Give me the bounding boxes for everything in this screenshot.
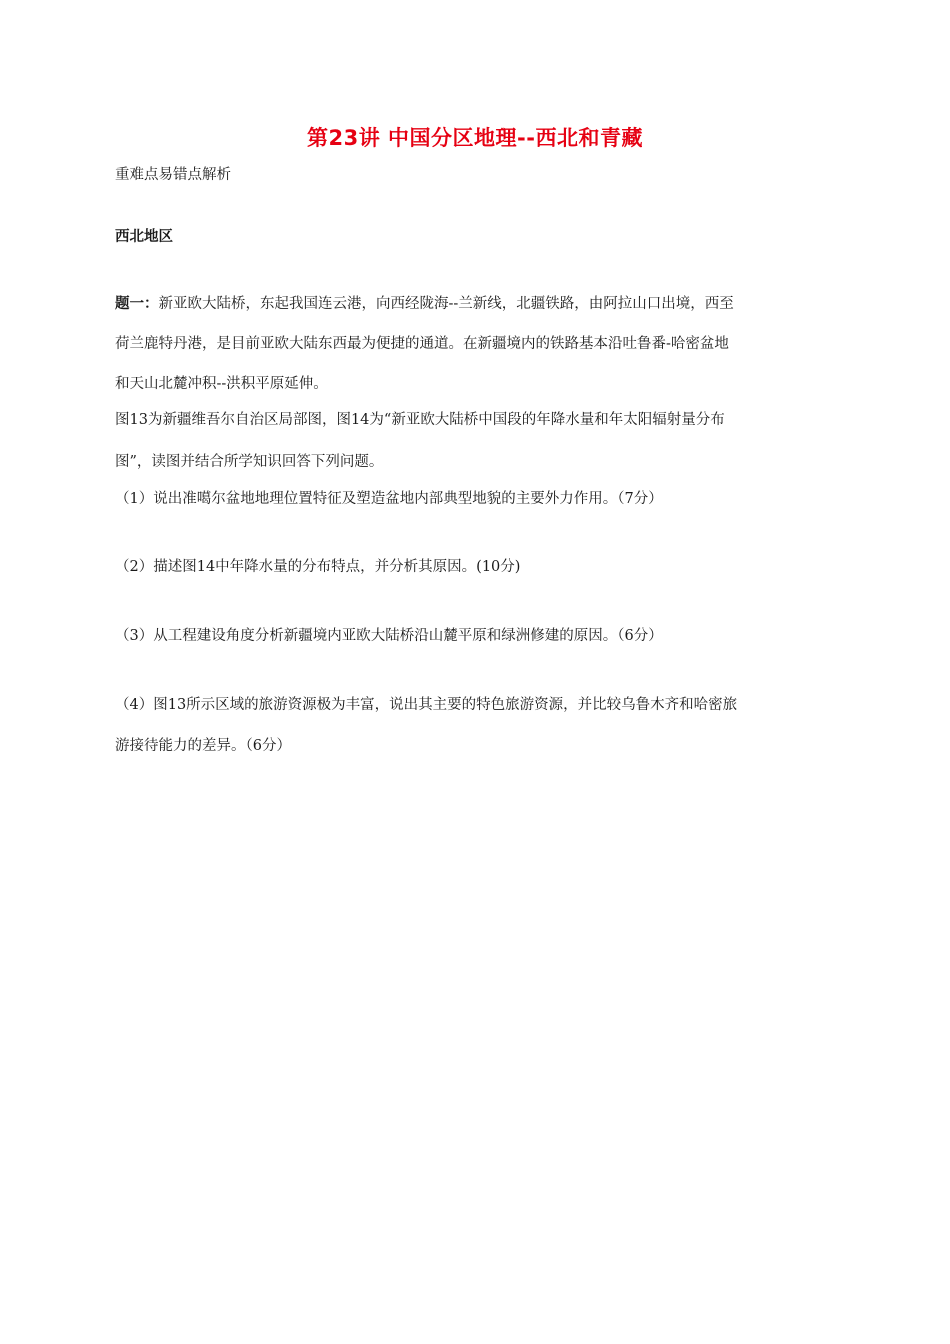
- question-1: （1）说出准噶尔盆地地理位置特征及塑造盆地内部典型地貌的主要外力作用。（7分）: [115, 491, 663, 507]
- question-4-line-1: （4）图13所示区域的旅游资源极为丰富，说出其主要的特色旅游资源，并比较乌鲁木齐和哈密旅: [115, 697, 738, 713]
- figure-description-line-2: 图”，读图并结合所学知识回答下列问题。: [115, 454, 384, 470]
- question-2: （2）描述图14中年降水量的分布特点，并分析其原因。(10分): [115, 559, 521, 575]
- problem-intro-line-1: [115, 294, 840, 314]
- question-3: （3）从工程建设角度分析新疆境内亚欧大陆桥沿山麓平原和绿洲修建的原因。（6分）: [115, 628, 663, 644]
- problem-intro-line-2: 荷兰鹿特丹港，是目前亚欧大陆东西最为便捷的通道。在新疆境内的铁路基本沿吐鲁番-哈密盆地: [115, 336, 729, 352]
- problem-label: 题一：: [115, 296, 159, 312]
- section-heading: 西北地区: [115, 229, 173, 245]
- intro-text-1: 新亚欧大陆桥，东起我国连云港，向西经陇海--兰新线，北疆铁路，由阿拉山口出境，西至: [158, 296, 734, 312]
- problem-intro-line-3: 和天山北麓冲积--洪积平原延伸。: [115, 376, 328, 392]
- figure-description-line-1: 图13为新疆维吾尔自治区局部图，图14为“新亚欧大陆桥中国段的年降水量和年太阳辐射量分布: [115, 412, 725, 428]
- question-4-line-2: 游接待能力的差异。（6分）: [115, 738, 291, 754]
- page-title: 第23讲 中国分区地理--西北和青藏: [307, 126, 643, 150]
- page-subtitle: 重难点易错点解析: [115, 167, 231, 183]
